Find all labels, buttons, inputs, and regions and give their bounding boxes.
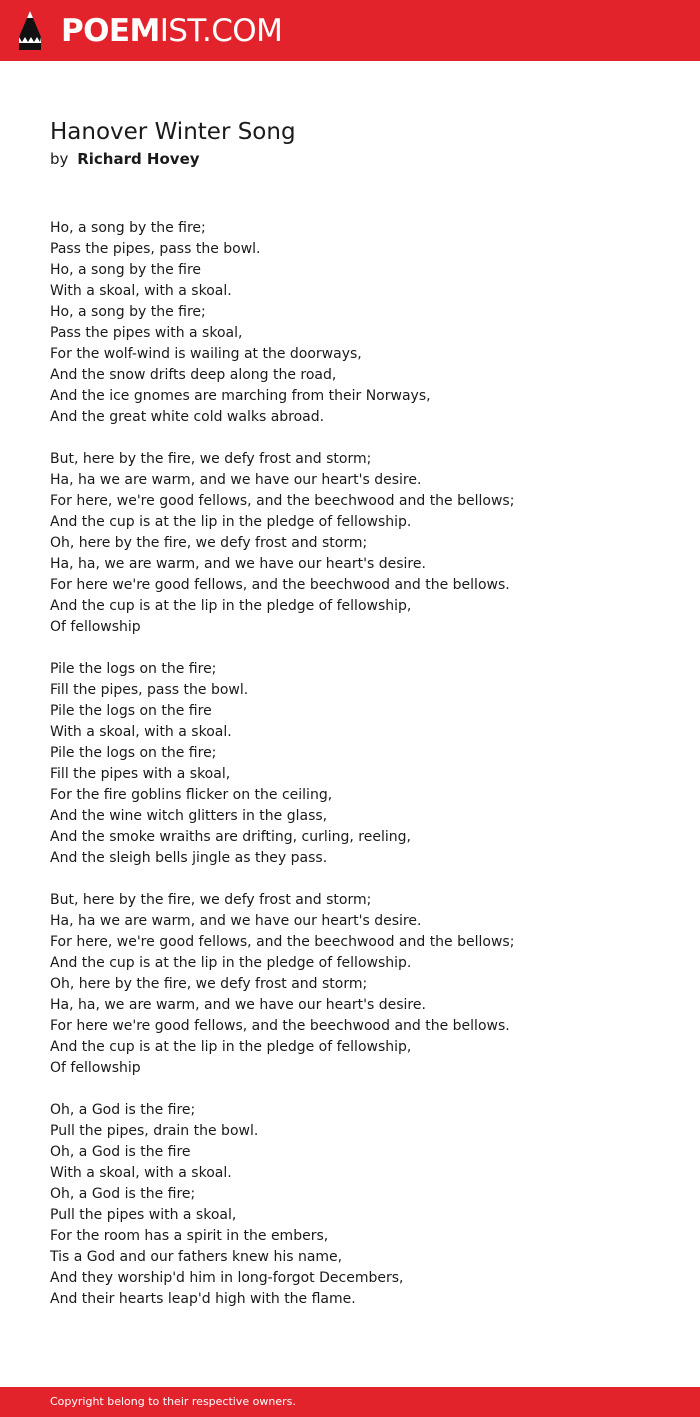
poem-line: But, here by the fire, we defy frost and storm;	[50, 892, 372, 908]
logo-light-text: IST.COM	[159, 13, 283, 49]
poem-line: Pile the logs on the fire;	[50, 661, 217, 677]
poem-stanza	[50, 890, 670, 1079]
poem-line: Pile the logs on the fire	[50, 703, 212, 719]
poem-line: Pass the pipes with a skoal,	[50, 325, 243, 341]
poem-line: And the snow drifts deep along the road,	[50, 367, 337, 383]
poem-line: For here we're good fellows, and the beechwood and the bellows.	[50, 577, 510, 593]
poem-line: Ha, ha, we are warm, and we have our heart's desire.	[50, 997, 426, 1013]
poem-title: Hanover Winter Song	[50, 119, 296, 145]
poem-line: And their hearts leap'd high with the flame.	[50, 1291, 356, 1307]
poem-line: For the wolf-wind is wailing at the doorways,	[50, 346, 362, 362]
poem-stanza	[50, 449, 670, 638]
poem-line: Oh, here by the fire, we defy frost and storm;	[50, 535, 368, 551]
poem-line: Ha, ha, we are warm, and we have our heart's desire.	[50, 556, 426, 572]
copyright-notice: Copyright belong to their respective owners.	[50, 1395, 296, 1408]
poem-stanza	[50, 218, 670, 428]
poem-line: Oh, a God is the fire;	[50, 1102, 196, 1118]
poem-line: Pass the pipes, pass the bowl.	[50, 241, 261, 257]
site-footer	[0, 1387, 700, 1417]
poem-body	[50, 218, 670, 1331]
poem-line: Of fellowship	[50, 619, 141, 635]
poem-line: And the cup is at the lip in the pledge of fellowship,	[50, 598, 412, 614]
poem-line: With a skoal, with a skoal.	[50, 1165, 232, 1181]
poem-line: And the cup is at the lip in the pledge of fellowship.	[50, 514, 412, 530]
poem-line: And the ice gnomes are marching from their Norways,	[50, 388, 431, 404]
poem-line: Oh, a God is the fire;	[50, 1186, 196, 1202]
poem-line: Ho, a song by the fire	[50, 262, 202, 278]
poem-line: And the wine witch glitters in the glass,	[50, 808, 328, 824]
poem-line: Of fellowship	[50, 1060, 141, 1076]
poem-line: Pile the logs on the fire;	[50, 745, 217, 761]
pencil-logo-icon[interactable]	[18, 10, 42, 52]
poem-byline	[50, 148, 200, 170]
poem-line: And they worship'd him in long-forgot Decembers,	[50, 1270, 404, 1286]
poem-line: And the sleigh bells jingle as they pass.	[50, 850, 328, 866]
poem-line: Oh, a God is the fire	[50, 1144, 191, 1160]
poem-line: For here, we're good fellows, and the beechwood and the bellows;	[50, 934, 515, 950]
by-label: by	[50, 150, 69, 168]
poem-line: Fill the pipes, pass the bowl.	[50, 682, 249, 698]
poem-line: And the smoke wraiths are drifting, curling, reeling,	[50, 829, 411, 845]
poem-line: And the cup is at the lip in the pledge of fellowship,	[50, 1039, 412, 1055]
site-header	[0, 0, 700, 61]
poem-line: Ho, a song by the fire;	[50, 304, 206, 320]
poem-line: With a skoal, with a skoal.	[50, 283, 232, 299]
poem-line: For the fire goblins flicker on the ceiling,	[50, 787, 333, 803]
poem-line: With a skoal, with a skoal.	[50, 724, 232, 740]
poem-line: Pull the pipes with a skoal,	[50, 1207, 237, 1223]
poem-line: And the cup is at the lip in the pledge of fellowship.	[50, 955, 412, 971]
poem-line: Ha, ha we are warm, and we have our heart's desire.	[50, 913, 422, 929]
poem-line: For here we're good fellows, and the beechwood and the bellows.	[50, 1018, 510, 1034]
poem-stanza	[50, 1100, 670, 1310]
poem-line: But, here by the fire, we defy frost and storm;	[50, 451, 372, 467]
poem-line: Ha, ha we are warm, and we have our heart's desire.	[50, 472, 422, 488]
site-logo[interactable]	[61, 11, 282, 51]
poem-stanza	[50, 659, 670, 869]
poem-line: Tis a God and our fathers knew his name,	[50, 1249, 343, 1265]
poem-line: Oh, here by the fire, we defy frost and storm;	[50, 976, 368, 992]
poem-line: Pull the pipes, drain the bowl.	[50, 1123, 259, 1139]
poem-line: Ho, a song by the fire;	[50, 220, 206, 236]
poem-line: And the great white cold walks abroad.	[50, 409, 325, 425]
poem-author: Richard Hovey	[77, 150, 200, 168]
poem-line: Fill the pipes with a skoal,	[50, 766, 231, 782]
logo-bold-text: POEM	[61, 13, 160, 49]
poem-line: For the room has a spirit in the embers,	[50, 1228, 329, 1244]
poem-line: For here, we're good fellows, and the beechwood and the bellows;	[50, 493, 515, 509]
